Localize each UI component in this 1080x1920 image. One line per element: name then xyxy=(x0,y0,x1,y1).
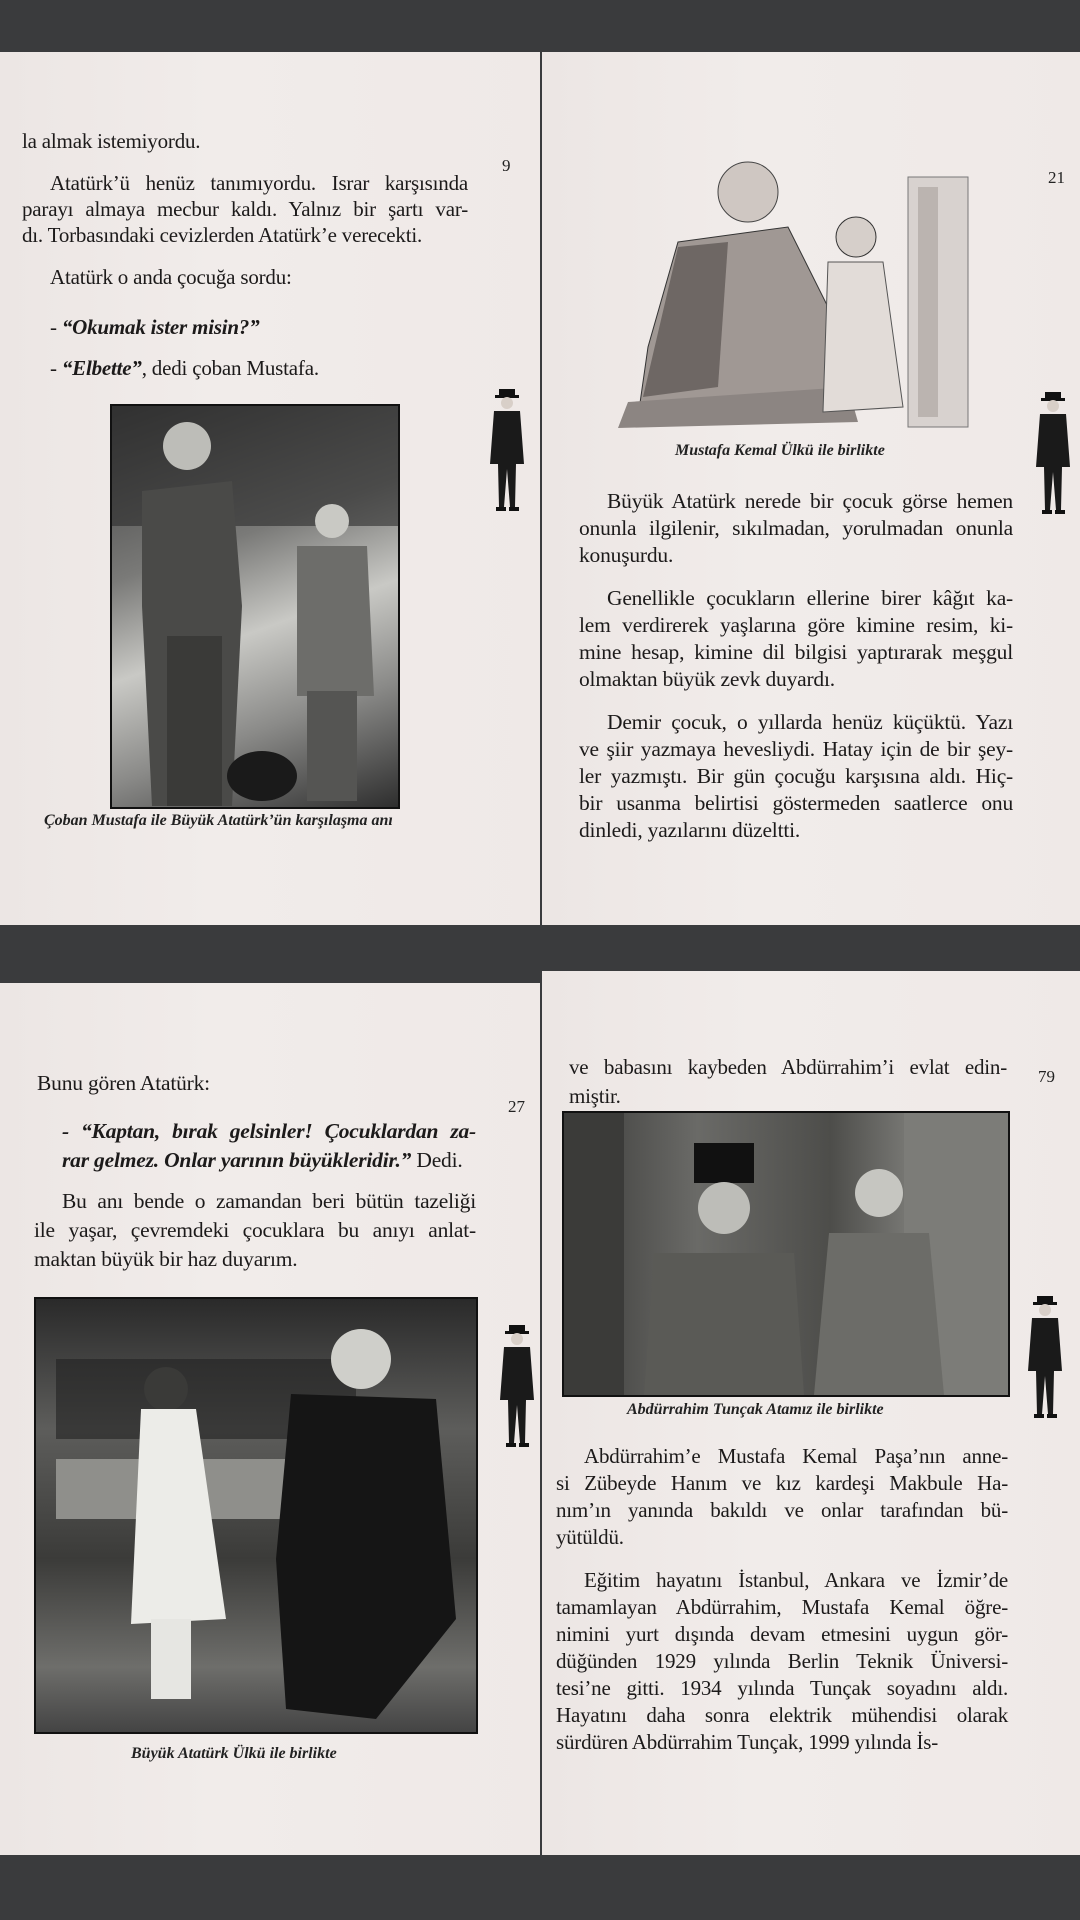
text-line: si Zübeyde Hanım ve kız kardeşi Makbule Ha- xyxy=(556,1471,1008,1495)
quote-tail: Dedi. xyxy=(411,1148,463,1172)
quote-line: - “Kaptan, bırak gelsinler! Çocuklardan za- xyxy=(62,1119,476,1143)
text-line: lem verdirerek yaşlarına göre kimine resim, ki- xyxy=(579,613,1013,637)
text-line: sürdüren Abdürrahim Tunçak, 1999 yılında İs- xyxy=(556,1730,938,1754)
text-line: bir usanma belirtisi göstermeden saatlerce onu xyxy=(579,791,1013,815)
dialogue xyxy=(50,314,319,381)
quote-text: rar gelmez. Onlar yarının büyükleridir.” xyxy=(62,1148,412,1172)
ataturk-figure-icon xyxy=(486,389,528,513)
paragraph xyxy=(22,170,468,248)
ataturk-figure-icon xyxy=(1032,392,1074,516)
photo-caption: Abdürrahim Tunçak Atamız ile birlikte xyxy=(627,1401,884,1418)
page-number: 21 xyxy=(1048,168,1065,187)
quote: “Elbette” xyxy=(61,356,142,380)
text-line: Hayatını daha sonra elektrik mühendisi olarak xyxy=(556,1703,1008,1727)
text-line: tamamlayan Abdürrahim, Mustafa Kemal öğre- xyxy=(556,1595,1008,1619)
text-line: maktan büyük bir haz duyarım. xyxy=(34,1247,298,1271)
page-number: 79 xyxy=(1038,1067,1055,1086)
paragraph xyxy=(569,1053,1007,1111)
body-text-2 xyxy=(34,1187,476,1274)
body-text xyxy=(37,1069,477,1098)
book-page-27 xyxy=(0,983,540,1855)
quote-line-final xyxy=(62,1146,476,1175)
page-number: 27 xyxy=(508,1097,525,1116)
text-line: Bu anı bende o zamandan beri bütün tazeliği xyxy=(62,1189,476,1213)
text-line: Eğitim hayatını İstanbul, Ankara ve İzmir’de xyxy=(584,1568,1008,1592)
photo-content xyxy=(564,1113,1008,1395)
text-line: olmaktan büyük zevk duyardı. xyxy=(579,667,835,691)
text-line: ve şiir yazmaya hevesliydi. Hatay için de bir şey- xyxy=(579,737,1013,761)
text-line: la almak istemiyordu. xyxy=(22,129,201,153)
text-line: dı. Torbasındaki cevizlerden Atatürk’e verecekti. xyxy=(22,223,423,247)
page-number: 9 xyxy=(502,156,511,175)
text-line: ve babasını kaybeden Abdürrahim’i evlat edin- xyxy=(569,1055,1007,1079)
paragraph xyxy=(579,488,1013,569)
photo-content xyxy=(112,406,398,807)
body-text xyxy=(579,488,1013,844)
photo-abdurrahim-with-ataturk xyxy=(562,1111,1010,1397)
body-text xyxy=(569,1053,1007,1111)
text-line: parayı almaya mecbur kaldı. Yalnız bir şartı var- xyxy=(22,197,468,221)
text-line: ler yazmıştı. Bir gün çocuğu karşısına aldı. Hiç- xyxy=(579,764,1013,788)
photo-content xyxy=(36,1299,476,1732)
text-line: nım’ın yanında bakıldı ve onlar tarafından bü- xyxy=(556,1498,1008,1522)
book-page-9 xyxy=(0,52,540,925)
paragraph xyxy=(579,709,1013,844)
ataturk-figure-icon xyxy=(1024,1296,1066,1420)
book-page-21 xyxy=(542,52,1080,925)
text-line: onunla ilgilenir, sıkılmadan, yorulmadan onunla xyxy=(579,516,1013,540)
paragraph xyxy=(22,128,468,154)
text-line: düğünden 1929 yılında Berlin Teknik Üniversi- xyxy=(556,1649,1008,1673)
paragraph xyxy=(579,585,1013,693)
paragraph xyxy=(34,1187,476,1274)
text-line: dinledi, yazılarını düzeltti. xyxy=(579,818,801,842)
body-text xyxy=(22,128,468,290)
text-line: mine hesap, kimine dil bilgisi yaptırarak meşgul xyxy=(579,640,1013,664)
text-line: konuşurdu. xyxy=(579,543,674,567)
paragraph xyxy=(556,1443,1008,1551)
illustration-ataturk-with-ulku xyxy=(618,147,994,428)
text-line: Genellikle çocukların ellerine birer kâğıt ka- xyxy=(607,586,1013,610)
illustration-caption: Mustafa Kemal Ülkü ile birlikte xyxy=(675,442,885,459)
quote: “Okumak ister misin?” xyxy=(61,315,260,339)
text-line: ile yaşar, çevremdeki çocuklara bu anıyı anlat- xyxy=(34,1218,476,1242)
photo-ataturk-with-ulku xyxy=(34,1297,478,1734)
dialogue-line xyxy=(50,314,319,340)
text-line: Büyük Atatürk nerede bir çocuk görse hemen xyxy=(607,489,1013,513)
text-line: Atatürk o anda çocuğa sordu: xyxy=(50,265,292,289)
photo-ataturk-and-shepherd-boy xyxy=(110,404,400,809)
body-text-2 xyxy=(556,1443,1008,1756)
text-line: Abdürrahim’e Mustafa Kemal Paşa’nın anne- xyxy=(584,1444,1008,1468)
dialogue-rest: , dedi çoban Mustafa. xyxy=(141,356,319,380)
text-line: Bunu gören Atatürk: xyxy=(37,1071,210,1095)
photo-caption: Büyük Atatürk Ülkü ile birlikte xyxy=(131,1745,337,1762)
text-line: nimini yurt dışında devam etmesini uygun gör- xyxy=(556,1622,1008,1646)
book-page-79 xyxy=(542,971,1080,1855)
text-line: Atatürk’ü henüz tanımıyordu. Israr karşısında xyxy=(50,171,468,195)
dash: - xyxy=(50,315,62,339)
photo-caption: Çoban Mustafa ile Büyük Atatürk’ün karşılaşma anı xyxy=(44,812,393,829)
paragraph xyxy=(22,264,468,290)
text-line: tesi’ne gitti. 1934 yılında Tunçak soyadını aldı. xyxy=(556,1676,1008,1700)
paragraph xyxy=(556,1567,1008,1756)
dash: - xyxy=(50,356,62,380)
quote-block xyxy=(62,1117,476,1175)
ataturk-figure-icon xyxy=(495,1325,539,1449)
text-line: miştir. xyxy=(569,1084,621,1108)
text-line: yütüldü. xyxy=(556,1525,624,1549)
text-line: Demir çocuk, o yıllarda henüz küçüktü. Yazı xyxy=(607,710,1013,734)
dialogue-line xyxy=(50,355,319,381)
paragraph xyxy=(37,1069,477,1098)
